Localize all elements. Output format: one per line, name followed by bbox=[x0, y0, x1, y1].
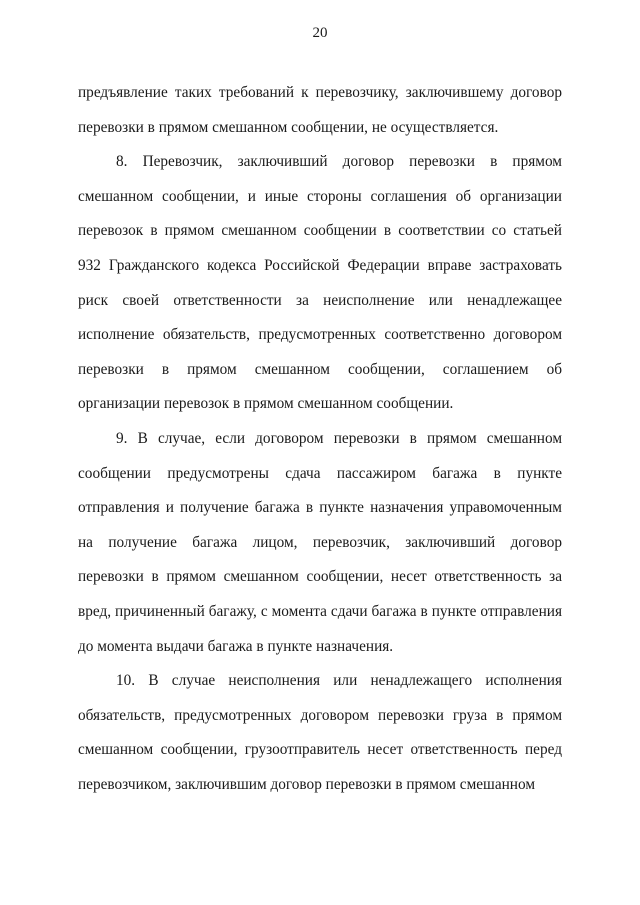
document-body bbox=[78, 76, 562, 802]
paragraph-item-9: 9. В случае, если договором перевозки в прямом смешанном сообщении предусмотрены сдача пассажиром багажа в пункте отправления и получение багажа в пункте назначения управомоченным на получение багажа лицом, перевозчик, заключивший договор перевозки в прямом смешанном сообщении, несет ответственность за вред, причиненный багажу, с момента сдачи багажа в пункте отправления до момента выдачи багажа в пункте назначения. bbox=[78, 429, 562, 655]
paragraph-item-10: 10. В случае неисполнения или ненадлежащего исполнения обязательств, предусмотренных договором перевозки груза в прямом смешанном сообщении, грузоотправитель несет ответственность перед перевозчиком, заключившим договор перевозки в прямом смешанном bbox=[78, 672, 562, 793]
paragraph-item-8: 8. Перевозчик, заключивший договор перевозки в прямом смешанном сообщении, и иные стороны соглашения об организации перевозок в прямом смешанном сообщении в соответствии со статьей 932 Гражданского кодекса Российской Федерации вправе застраховать риск своей ответственности за неисполнение или ненадлежащее исполнение обязательств, предусмотренных соответственно договором перевозки в прямом смешанном сообщении, соглашением об организации перевозок в прямом смешанном сообщении. bbox=[78, 153, 562, 413]
paragraph-continuation: предъявление таких требований к перевозчику, заключившему договор перевозки в прямом смешанном сообщении, не осуществляется. bbox=[78, 84, 562, 136]
page-number: 20 bbox=[312, 25, 328, 41]
